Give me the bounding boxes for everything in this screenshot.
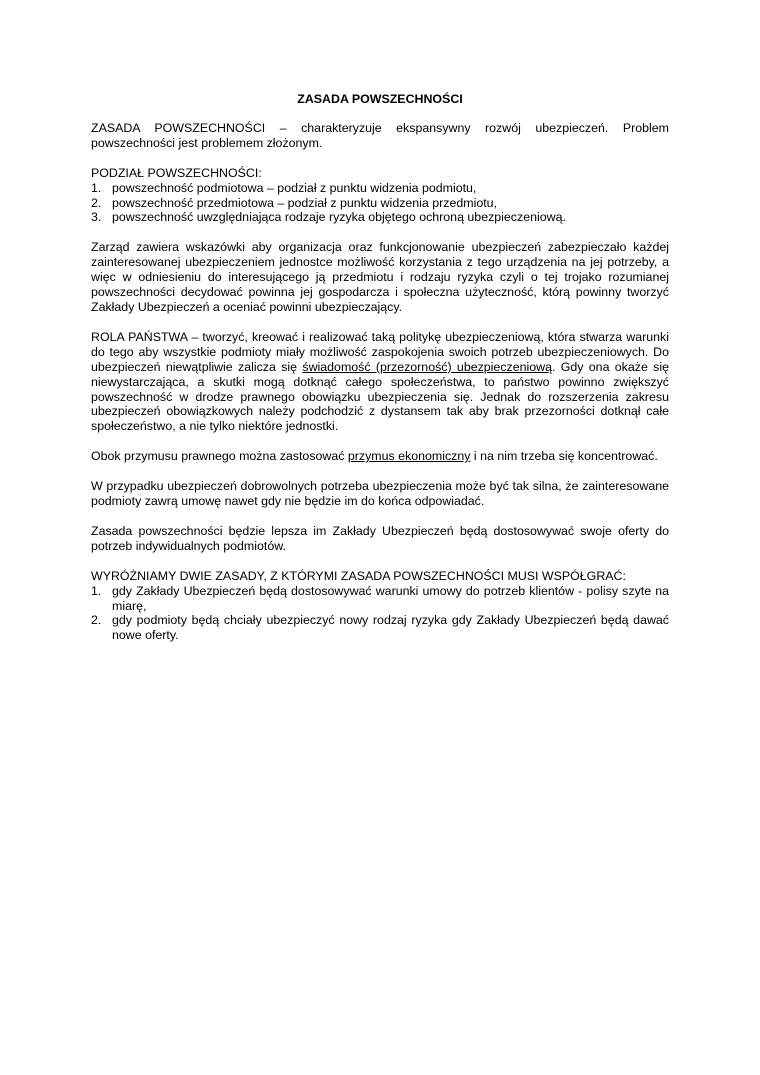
zarzad-paragraph: Zarząd zawiera wskazówki aby organizacja oraz funkcjonowanie ubezpieczeń zabezpieczało każdej zainteresowanej ubezpieczeniem jednostce możliwość korzystania z tego urządzenia na jej potrzeby, a więc w odniesieniu do interesującego ją przedmiotu i rodzaju ryzyka czyli o tej trojako rozumianej powszechności decydować powinna jej gospodarcza i społeczna użyteczność, którą powinny tworzyć Zakłady Ubezpieczeń a oceniać powinni ubezpieczający. [91,240,669,314]
podzial-list [91,181,669,226]
obok-text-after: i na nim trzeba się koncentrować. [470,449,658,464]
przymus-paragraph [91,449,669,464]
list-item-text: gdy Zakłady Ubezpieczeń będą dostosowywać warunki umowy do potrzeb klientów - polisy szyte na miarę, [112,583,669,613]
podzial-heading: PODZIAŁ POWSZECHNOŚCI: [91,165,262,180]
document-page [91,92,669,658]
lepsza-paragraph: Zasada powszechności będzie lepsza im Zakłady Ubezpieczeń będą dostosowywać swoje oferty do potrzeb indywidualnych podmiotów. [91,523,669,553]
wyrozniamy-heading: WYRÓŻNIAMY DWIE ZASADY, Z KTÓRYMI ZASADA POWSZECHNOŚCI MUSI WSPÓŁGRAĆ: [91,568,626,583]
list-item [91,210,669,225]
list-item [91,584,669,614]
list-item-number: 2. [91,195,102,210]
list-item-number: 3. [91,210,102,225]
rola-text-before: ROLA PAŃSTWA – tworzyć, kreować i realizować taką politykę ubezpieczeniową, która stwarza warunki do tego aby wszystkie podmioty miały możliwość zaspokojenia swoich potrzeb ubezpieczeniowych. Do ubezpieczeń niewątpliwie zalicza się [91,329,669,374]
rola-panstwa-paragraph [91,330,669,434]
rola-text-after: . Gdy ona okaże się niewystarczająca, a skutki mogą dotknąć całego społeczeństwa, to państwo powinno zwiększyć powszechność w drodze prawnego obowiązku ubezpieczenia się. Jednak do rozszerzenia zakresu ubezpieczeń obowiązkowych należy podchodzić z dystansem tak aby brak przezorności dotknął całe społeczeństwo, a nie tylko niektóre jednostki. [91,359,669,434]
list-item-number: 1. [91,180,102,195]
dobrowolne-paragraph: W przypadku ubezpieczeń dobrowolnych potrzeba ubezpieczenia może być tak silna, że zainteresowane podmioty zawrą umowę nawet gdy nie będzie im do końca odpowiadać. [91,479,669,509]
list-item-text: gdy podmioty będą chciały ubezpieczyć nowy rodzaj ryzyka gdy Zakłady Ubezpieczeń będą dawać nowe oferty. [112,613,669,643]
list-item-number: 1. [91,583,102,598]
list-item-number: 2. [91,613,102,628]
obok-text-before: Obok przymusu prawnego można zastosować [91,449,348,464]
list-item [91,613,669,643]
list-item [91,196,669,211]
list-item-text: powszechność uwzględniająca rodzaje ryzyka objętego ochroną ubezpieczeniową. [112,210,566,225]
intro-paragraph: ZASADA POWSZECHNOŚCI – charakteryzuje ekspansywny rozwój ubezpieczeń. Problem powszechności jest problemem złożonym. [91,120,669,150]
rola-underlined-term: świadomość (przezorność) ubezpieczeniową [302,359,552,374]
wyrozniamy-list [91,584,669,644]
obok-underlined-term: przymus ekonomiczny [347,449,471,464]
document-title: ZASADA POWSZECHNOŚCI [297,92,463,106]
list-item [91,181,669,196]
list-item-text: powszechność podmiotowa – podział z punktu widzenia podmiotu, [112,180,477,195]
list-item-text: powszechność przedmiotowa – podział z punktu widzenia przedmiotu, [112,195,498,210]
